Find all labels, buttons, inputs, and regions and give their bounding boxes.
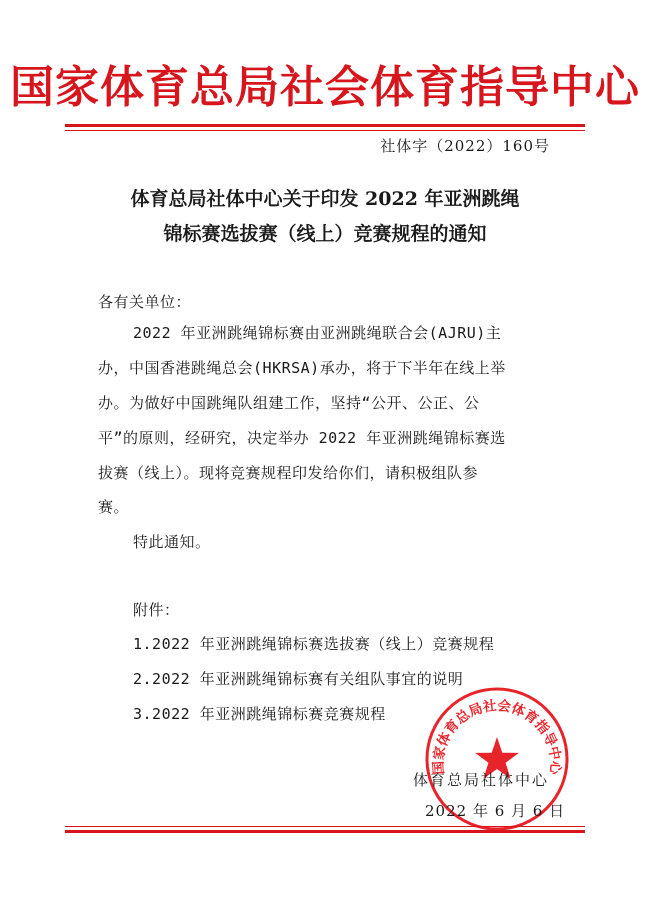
body-line: 赛。 <box>98 498 130 516</box>
org-title: 国家体育总局社会体育指导中心 <box>10 62 640 113</box>
salutation: 各有关单位： <box>98 293 192 311</box>
body-line: 平”的原则，经研究，决定举办 2022 年亚洲跳绳锦标赛选 <box>98 429 506 447</box>
seal-arc-text: 国家体育总局社会体育指导中心 <box>430 697 564 775</box>
footer-rule-thin <box>65 826 585 827</box>
footer-rule-thick <box>65 830 585 833</box>
document-number: 社体字（2022）160号 <box>380 137 550 155</box>
body-line: 办，中国香港跳绳总会(HKRSA)承办，将于下半年在线上举 <box>98 359 506 377</box>
attachment-item: 1.2022 年亚洲跳绳锦标赛选拔赛（线上）竞赛规程 <box>133 635 495 653</box>
header-rule-thin <box>65 130 585 131</box>
closing-line: 特此通知。 <box>133 533 211 551</box>
body-line: 2022 年亚洲跳绳锦标赛由亚洲跳绳联合会(AJRU)主 <box>133 324 502 342</box>
body-line: 办。为做好中国跳绳队组建工作，坚持“公开、公正、公 <box>98 394 480 412</box>
body-line: 拔赛（线上）。现将竞赛规程印发给你们，请积极组队参 <box>98 464 479 482</box>
attachments-label: 附件： <box>133 601 180 619</box>
signer-name: 体育总局社体中心 <box>413 771 550 789</box>
issue-date: 2022 年 6 月 6 日 <box>425 802 566 820</box>
attachment-item: 3.2022 年亚洲跳绳锦标赛竞赛规程 <box>133 705 386 723</box>
notice-title-line-1: 体育总局社体中心关于印发 2022 年亚洲跳绳 <box>130 188 520 210</box>
notice-title-line-2: 锦标赛选拔赛（线上）竞赛规程的通知 <box>163 223 487 245</box>
header-rule-thick <box>65 124 585 127</box>
attachment-item: 2.2022 年亚洲跳绳锦标赛有关组队事宜的说明 <box>133 670 464 688</box>
